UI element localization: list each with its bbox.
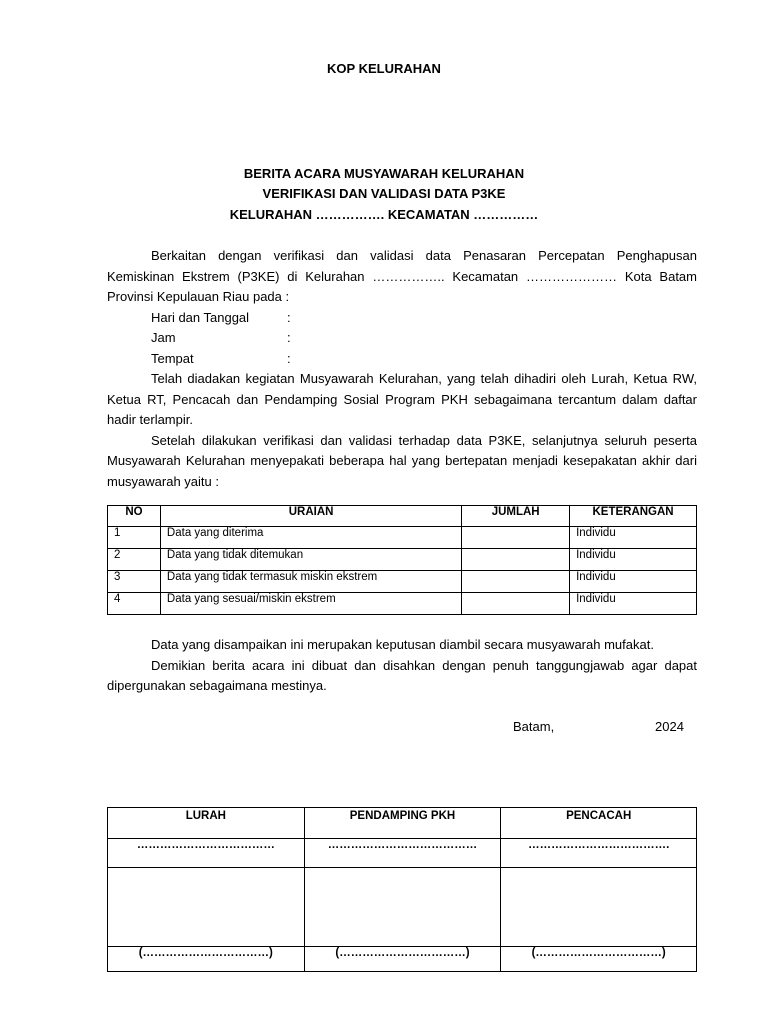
- cell-keterangan: Individu: [570, 527, 697, 549]
- cell-uraian: Data yang tidak ditemukan: [160, 549, 461, 571]
- cell-jumlah: [462, 527, 570, 549]
- cell-keterangan: Individu: [570, 549, 697, 571]
- field-label: Hari dan Tanggal: [151, 309, 250, 325]
- verification-table: [107, 505, 697, 615]
- cell-no: 1: [108, 527, 161, 549]
- signature-space: [304, 868, 501, 947]
- column-header-no: NO: [108, 506, 161, 527]
- column-header-jumlah: JUMLAH: [462, 506, 570, 527]
- date-year: 2024: [655, 719, 684, 734]
- field-label: Tempat: [151, 350, 194, 366]
- signature-table: [107, 807, 697, 972]
- table-row: [108, 593, 697, 615]
- field-row-time: [107, 328, 697, 349]
- signature-header-lurah: LURAH: [108, 808, 305, 839]
- title-line-2: VERIFIKASI DAN VALIDASI DATA P3KE: [262, 186, 506, 201]
- validation-paragraph: Demikian berita acara ini dibuat dan disahkan dengan penuh tanggungjawab agar dapat dipergunakan sebagaimana mestinya.: [107, 657, 697, 693]
- title-line-1: BERITA ACARA MUSYAWARAH KELURAHAN: [243, 166, 525, 181]
- cell-jumlah: [462, 571, 570, 593]
- table-row: [108, 549, 697, 571]
- cell-jumlah: [462, 593, 570, 615]
- cell-no: 2: [108, 549, 161, 571]
- signature-name-row: [108, 947, 697, 972]
- column-header-uraian: URAIAN: [160, 506, 461, 527]
- closing-section: [107, 635, 697, 697]
- signature-space: [501, 868, 697, 947]
- cell-uraian: Data yang sesuai/miskin ekstrem: [160, 593, 461, 615]
- signature-name: (……………………………): [501, 947, 697, 972]
- signature-name: (……………………………): [108, 947, 305, 972]
- column-header-keterangan: KETERANGAN: [570, 506, 697, 527]
- table-row: [108, 527, 697, 549]
- signature-space-row: [108, 868, 697, 947]
- table-row: [108, 571, 697, 593]
- intro-section: [107, 246, 697, 492]
- field-row-place: [107, 349, 697, 370]
- cell-uraian: Data yang diterima: [160, 527, 461, 549]
- signature-title-row: [108, 839, 697, 868]
- cell-keterangan: Individu: [570, 571, 697, 593]
- field-row-date: [107, 308, 697, 329]
- cell-no: 4: [108, 593, 161, 615]
- cell-no: 3: [108, 571, 161, 593]
- signature-header-pencacah: PENCACAH: [501, 808, 697, 839]
- cell-keterangan: Individu: [570, 593, 697, 615]
- agreement-paragraph: Setelah dilakukan verifikasi dan validasi terhadap data P3KE, selanjutnya seluruh peserta Musyawarah Kelurahan menyepakati beberapa hal yang bertepatan menjadi kesepakatan akhir dari musyawarah yaitu :: [107, 432, 697, 489]
- intro-paragraph: Berkaitan dengan verifikasi dan validasi data Penasaran Percepatan Penghapusan Kemiskinan Ekstrem (P3KE) di Kelurahan …………….. Kecamatan ………………… Kota Batam Provinsi Kepulauan Riau pada :: [107, 248, 697, 304]
- signature-dots: ………………………………: [108, 839, 305, 868]
- title-line-3: KELURAHAN ……………. KECAMATAN ……………: [229, 207, 539, 222]
- field-label: Jam: [151, 330, 176, 345]
- decision-paragraph: Data yang disampaikan ini merupakan keputusan diambil secara musyawarah mufakat.: [151, 637, 654, 652]
- signature-header-row: [108, 808, 697, 839]
- field-colon: :: [287, 309, 291, 325]
- signature-header-pendamping: PENDAMPING PKH: [304, 808, 501, 839]
- date-place: Batam,: [513, 719, 555, 734]
- signature-space: [108, 868, 305, 947]
- table-header-row: [108, 506, 697, 527]
- field-colon: :: [287, 330, 291, 345]
- cell-uraian: Data yang tidak termasuk miskin ekstrem: [160, 571, 461, 593]
- signature-dots: ……………………………….: [501, 839, 697, 868]
- cell-jumlah: [462, 549, 570, 571]
- field-colon: :: [287, 350, 291, 366]
- attendance-paragraph: Telah diadakan kegiatan Musyawarah Kelurahan, yang telah dihadiri oleh Lurah, Ketua RW, Ketua RT, Pencacah dan Pendamping Sosial Program PKH sebagaimana tercantum dalam daftar hadir terlampir.: [107, 371, 697, 427]
- letterhead: KOP KELURAHAN: [327, 61, 441, 76]
- signature-dots: …………………………………: [304, 839, 501, 868]
- signature-name: (……………………………): [304, 947, 501, 972]
